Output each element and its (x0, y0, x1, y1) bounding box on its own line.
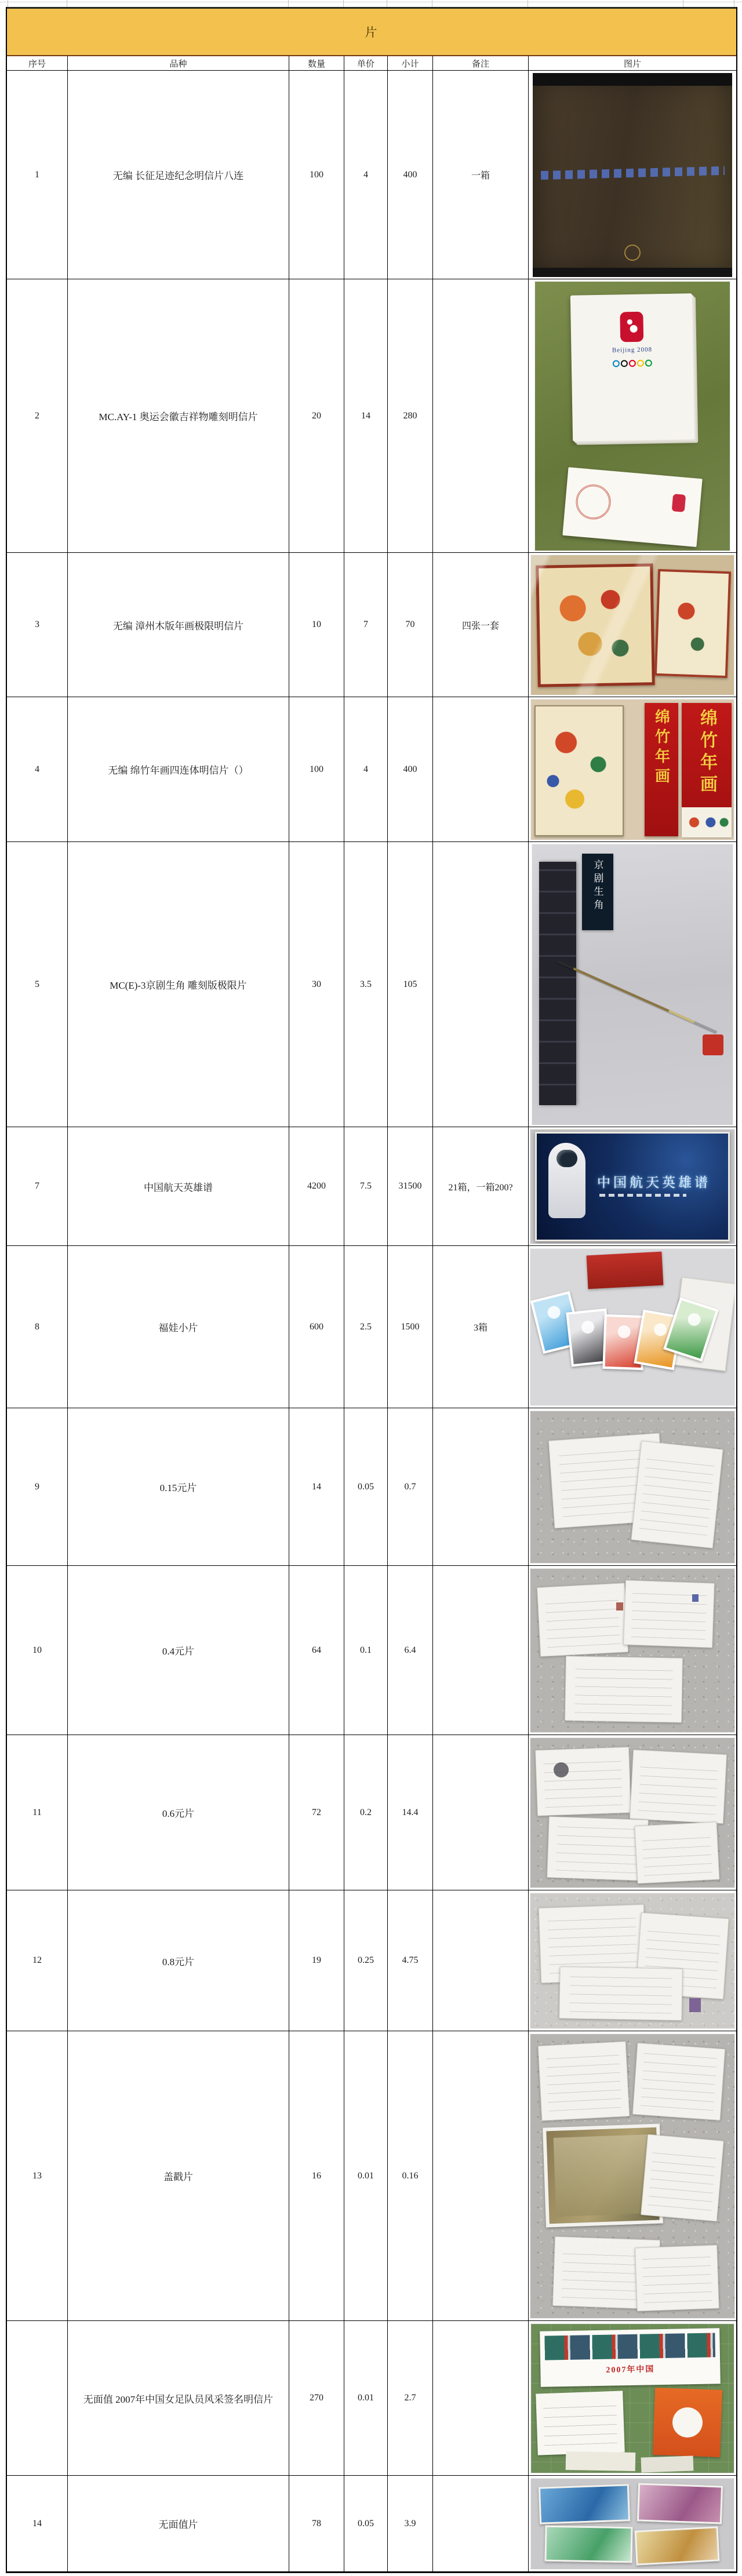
cell-text: 7.5 (360, 1181, 372, 1191)
cell-serial[interactable] (7, 279, 68, 552)
cell-text: 6.4 (404, 1645, 416, 1655)
cell-note[interactable] (433, 2476, 529, 2571)
postcard-packet (635, 2526, 720, 2565)
cell-quantity[interactable] (289, 553, 344, 697)
cell-photo[interactable] (529, 697, 736, 841)
spear-prop (557, 960, 717, 1033)
cell-text: 无面值 2007年中国女足队员风采签名明信片 (83, 2393, 274, 2405)
cell-text: 8 (35, 1321, 39, 1332)
cell-text: 0.2 (360, 1807, 372, 1817)
cell-unit-price[interactable] (344, 279, 388, 552)
cell-text: 0.1 (360, 1645, 372, 1655)
cell-text: 100 (310, 764, 323, 774)
cell-variety[interactable] (68, 1127, 289, 1245)
column-header-unit-price[interactable] (344, 56, 388, 70)
postmark-mark (554, 1762, 569, 1777)
cell-unit-price[interactable] (344, 553, 388, 697)
astronaut-figure (548, 1143, 585, 1218)
cell-text: 无编 漳州木版年画极限明信片 (112, 620, 244, 632)
no-denomination-cards-photo[interactable] (531, 2479, 734, 2569)
table-row-8 (7, 1246, 736, 1408)
cell-text: MC.AY-1 奥运会徽吉祥物雕刻明信片 (99, 411, 258, 422)
cell-text: 21箱，一箱200? (448, 1182, 513, 1193)
cell-unit-price[interactable] (344, 1735, 388, 1890)
cell-variety[interactable] (68, 697, 289, 841)
table-row-12 (7, 1890, 736, 2031)
womens-football-postcards-photo[interactable] (531, 2324, 734, 2473)
cell-text: 70 (405, 620, 415, 629)
cell-photo[interactable] (529, 1890, 736, 2031)
photo-dark-bar (533, 73, 732, 86)
cell-text: 0.16 (402, 2170, 419, 2181)
cell-subtotal[interactable] (388, 279, 433, 552)
cell-text: 100 (310, 169, 323, 180)
cell-subtotal[interactable] (388, 2321, 433, 2475)
grid-line (343, 0, 344, 7)
section-title-band[interactable] (7, 7, 736, 56)
cell-subtotal[interactable] (388, 842, 433, 1127)
cell-serial[interactable] (7, 1566, 68, 1735)
cell-variety[interactable] (68, 2476, 289, 2571)
beijing2008-label: Beijing 2008 (612, 345, 653, 354)
cell-text: 600 (310, 1321, 323, 1332)
column-header-quantity[interactable] (289, 56, 344, 70)
cell-subtotal[interactable] (388, 71, 433, 279)
cell-text: 11 (32, 1807, 42, 1817)
cell-quantity[interactable] (289, 71, 344, 279)
inventory-table (6, 7, 737, 2573)
section-title: 片 (365, 25, 379, 39)
column-header-note[interactable] (433, 56, 529, 70)
header-label: 数量 (307, 59, 325, 69)
changzheng-booklet-photo[interactable] (533, 73, 732, 277)
cell-unit-price[interactable] (344, 842, 388, 1127)
cell-unit-price[interactable] (344, 1890, 388, 2031)
cell-photo[interactable] (529, 1408, 736, 1565)
grid-line (288, 0, 289, 7)
envelope-packet (559, 1966, 683, 2021)
cell-photo[interactable] (529, 2031, 736, 2320)
cell-text: 0.25 (358, 1955, 374, 1965)
table-row-14 (7, 2476, 736, 2572)
cell-text: 无编 长征足迹纪念明信片八连 (112, 170, 244, 181)
cell-text: 19 (312, 1955, 321, 1965)
cell-text: 16 (312, 2170, 321, 2181)
envelope-packet (547, 1816, 649, 1881)
table-row-5 (7, 842, 736, 1127)
cell-note[interactable] (433, 1246, 529, 1408)
cell-note[interactable] (433, 1127, 529, 1245)
cell-subtotal[interactable] (388, 553, 433, 697)
card-edge (641, 2455, 694, 2472)
cell-quantity[interactable] (289, 1127, 344, 1245)
header-label: 单价 (357, 59, 374, 69)
cell-variety[interactable] (68, 1408, 289, 1565)
cell-text: 1500 (401, 1321, 420, 1332)
cell-unit-price[interactable] (344, 2476, 388, 2571)
cell-quantity[interactable] (289, 279, 344, 552)
cell-text: 4200 (307, 1181, 326, 1191)
postcard-packet (637, 2483, 723, 2524)
cell-text: 3箱 (473, 1323, 488, 1333)
emblem-icon (672, 494, 686, 512)
cell-text: 3 (35, 620, 39, 629)
cell-text: 1 (35, 169, 39, 180)
cell-serial[interactable] (7, 2031, 68, 2320)
cell-photo[interactable] (529, 279, 736, 552)
cell-text: 4 (35, 764, 39, 774)
card-edge (566, 2451, 636, 2471)
envelope-packet (537, 1583, 628, 1657)
cell-variety[interactable] (68, 1890, 289, 2031)
cell-quantity[interactable] (289, 697, 344, 841)
cell-text: 400 (403, 764, 417, 774)
cell-note[interactable] (433, 279, 529, 552)
stamp-mark (692, 1594, 699, 1602)
cell-variety[interactable] (68, 842, 289, 1127)
team-photo-card (540, 2328, 721, 2386)
cell-text: 无编 绵竹年画四连体明信片（） (108, 765, 249, 776)
cell-variety[interactable] (68, 2321, 289, 2475)
circle-mark (672, 2407, 703, 2438)
cell-text: 31500 (398, 1181, 422, 1191)
cell-text: 4 (363, 169, 368, 180)
cell-unit-price[interactable] (344, 1408, 388, 1565)
cell-photo[interactable] (529, 1566, 736, 1735)
cell-text: 四张一套 (461, 621, 499, 631)
header-label: 备注 (471, 59, 489, 69)
column-header-subtotal[interactable] (388, 56, 433, 70)
cell-subtotal[interactable] (388, 1735, 433, 1890)
cell-subtotal[interactable] (388, 1566, 433, 1735)
cell-photo[interactable] (529, 2321, 736, 2475)
cell-text: 20 (312, 410, 321, 421)
cell-photo[interactable] (529, 71, 736, 279)
stamped-cards-photo[interactable] (530, 2034, 734, 2318)
cell-text: 2.7 (404, 2393, 416, 2403)
table-row-2 (7, 279, 736, 553)
header-label: 序号 (28, 59, 46, 69)
cell-text: 78 (312, 2518, 321, 2528)
cell-text: 14.4 (402, 1807, 419, 1817)
postcard-stack (570, 293, 694, 442)
table-body (7, 71, 736, 2572)
cell-photo[interactable] (529, 2476, 736, 2571)
envelope-packet (535, 1747, 631, 1816)
cell-subtotal[interactable] (388, 1408, 433, 1565)
fuwa-cards-photo[interactable] (530, 1249, 734, 1405)
cell-unit-price[interactable] (344, 697, 388, 841)
cell-text: 13 (32, 2170, 42, 2181)
figures-panel (682, 807, 732, 837)
cell-subtotal[interactable] (388, 2031, 433, 2320)
stamped-postcard (562, 467, 702, 547)
aerospace-heroes-postcard-photo[interactable] (530, 1129, 734, 1244)
cell-serial[interactable] (7, 1890, 68, 2031)
cell-text: 280 (403, 410, 417, 421)
cell-quantity[interactable] (289, 1890, 344, 2031)
table-row-3 (7, 553, 736, 697)
table-row-10 (7, 1566, 736, 1735)
cell-text: 4 (363, 764, 368, 774)
cell-text: 2.5 (360, 1321, 372, 1332)
cell-serial[interactable] (7, 1246, 68, 1408)
cell-note[interactable] (433, 2321, 529, 2475)
cell-photo[interactable] (529, 1127, 736, 1245)
nianhua-print (534, 705, 624, 836)
column-header-photo[interactable] (529, 56, 736, 70)
cell-serial[interactable] (7, 1127, 68, 1245)
cell-serial[interactable] (7, 2321, 68, 2475)
cell-text: 中国航天英雄谱 (144, 1182, 213, 1193)
envelope-packet (641, 2134, 724, 2221)
cell-note[interactable] (433, 697, 529, 841)
cell-text: 3.5 (360, 979, 372, 989)
olympic-postcards-photo[interactable] (535, 282, 730, 551)
cell-text: 0.01 (358, 2393, 374, 2403)
cell-unit-price[interactable] (344, 2321, 388, 2475)
zhangzhou-woodblock-prints-photo[interactable] (531, 555, 734, 695)
cell-note[interactable] (433, 1735, 529, 1890)
table-row-13 (7, 2031, 736, 2321)
title-box (582, 854, 613, 930)
cell-text: 7 (363, 620, 368, 629)
cell-text: 72 (312, 1807, 321, 1817)
postcard-title: 中国航天英雄谱 (597, 1175, 711, 1190)
cell-text: 5 (35, 979, 39, 989)
cell-text: 0.05 (358, 2518, 374, 2528)
envelope-packet (630, 1749, 727, 1823)
cell-photo[interactable] (529, 1735, 736, 1890)
mianzhu-nianhua-photo[interactable] (531, 699, 734, 840)
cell-text: 14 (32, 2518, 42, 2528)
envelope-packets-photo-4[interactable] (530, 1893, 734, 2028)
card-title: 2007年中国 (606, 2364, 655, 2375)
envelope-packet (538, 2041, 630, 2121)
beijing2008-emblem-icon (620, 311, 643, 342)
cell-note[interactable] (433, 71, 529, 279)
cell-text: 3.9 (404, 2518, 416, 2528)
orange-card (653, 2388, 722, 2457)
cell-variety[interactable] (68, 1246, 289, 1408)
postcard-packet (539, 2484, 630, 2524)
table-row-blank-12 (7, 2321, 736, 2476)
gold-emblem-icon (624, 245, 641, 261)
cell-text: 64 (312, 1645, 321, 1655)
subtitle-strip (599, 1194, 686, 1197)
cell-text: 7 (35, 1181, 39, 1191)
cell-text: 30 (312, 979, 321, 989)
postcard-packet (544, 2525, 632, 2563)
cell-text: 400 (403, 169, 417, 180)
cell-subtotal[interactable] (388, 697, 433, 841)
cell-photo[interactable] (529, 553, 736, 697)
envelope-packet (634, 1821, 719, 1883)
cell-serial[interactable] (7, 2476, 68, 2571)
column-header-variety[interactable] (68, 56, 289, 70)
banner-title: 绵竹年画 (653, 708, 670, 788)
title-text: 京剧生角 (592, 859, 603, 913)
banner-title: 绵竹年画 (697, 708, 716, 797)
cell-note[interactable] (433, 1566, 529, 1735)
cell-text: 105 (403, 979, 417, 989)
cell-unit-price[interactable] (344, 1566, 388, 1735)
cell-quantity[interactable] (289, 842, 344, 1127)
red-banner (645, 703, 678, 836)
cell-text: 福娃小片 (158, 1322, 198, 1333)
jingju-shengjue-photo[interactable] (532, 844, 733, 1125)
cell-unit-price[interactable] (344, 1127, 388, 1245)
envelope-packet (631, 1441, 723, 1548)
cell-variety[interactable] (68, 279, 289, 552)
table-row-11 (7, 1735, 736, 1890)
header-label: 图片 (623, 59, 641, 69)
envelope-packet (635, 2245, 719, 2311)
cell-text: 0.6元片 (162, 1808, 195, 1819)
cell-text: 0.15元片 (159, 1482, 197, 1493)
cell-text: 无面值片 (158, 2519, 198, 2530)
cell-text: 12 (32, 1955, 42, 1965)
table-row-1 (7, 71, 736, 279)
envelope-packets-photo-1[interactable] (530, 1411, 734, 1563)
cell-variety[interactable] (68, 553, 289, 697)
cell-photo[interactable] (529, 842, 736, 1127)
cell-quantity[interactable] (289, 2476, 344, 2571)
cell-text: 4.75 (402, 1955, 419, 1965)
cell-text: 270 (310, 2393, 323, 2403)
cell-text: 0.01 (358, 2170, 374, 2181)
cell-note[interactable] (433, 1890, 529, 2031)
blue-watermark-strip (541, 166, 725, 180)
cell-serial[interactable] (7, 1735, 68, 1890)
cell-quantity[interactable] (289, 1408, 344, 1565)
envelope-packet (632, 2042, 725, 2120)
cell-text: 0.4元片 (162, 1646, 195, 1657)
book-stack (539, 862, 576, 1105)
cell-unit-price[interactable] (344, 1246, 388, 1408)
header-label: 品种 (169, 59, 187, 69)
cell-serial[interactable] (7, 1408, 68, 1565)
plastic-glare (531, 555, 734, 695)
signature-card (536, 2391, 625, 2455)
cell-text: 9 (35, 1481, 39, 1492)
envelope-packet (623, 1580, 715, 1648)
cell-note[interactable] (433, 2031, 529, 2320)
cell-text: 14 (361, 410, 370, 421)
cell-text: 盖戳片 (163, 2171, 193, 2183)
cell-variety[interactable] (68, 2031, 289, 2320)
cell-text: MC(E)-3京剧生角 雕刻版极限片 (110, 980, 247, 991)
stamp-mark (616, 1602, 623, 1611)
cell-unit-price[interactable] (344, 2031, 388, 2320)
table-row-4 (7, 697, 736, 842)
cell-text: 0.8元片 (162, 1956, 195, 1967)
photo-dark-bar (533, 268, 732, 277)
cell-serial[interactable] (7, 842, 68, 1127)
cell-text: 2 (35, 410, 39, 421)
cell-note[interactable] (433, 842, 529, 1127)
cell-note[interactable] (433, 553, 529, 697)
envelope-packets-photo-3[interactable] (530, 1738, 734, 1888)
spreadsheet-top-strip (0, 0, 742, 7)
column-header-no[interactable] (7, 56, 68, 70)
cell-text: 一箱 (471, 171, 490, 181)
postmark-icon (574, 483, 612, 520)
stamp-mark (689, 1998, 701, 2012)
cell-serial[interactable] (7, 697, 68, 841)
cell-variety[interactable] (68, 1566, 289, 1735)
table-row-7 (7, 1127, 736, 1246)
cell-quantity[interactable] (289, 1246, 344, 1408)
olympic-rings-icon (612, 358, 653, 369)
cell-serial[interactable] (7, 553, 68, 697)
cell-quantity[interactable] (289, 1735, 344, 1890)
cell-subtotal[interactable] (388, 1127, 433, 1245)
cell-subtotal[interactable] (388, 1246, 433, 1408)
cell-text: 10 (312, 620, 321, 629)
cell-subtotal[interactable] (388, 1890, 433, 2031)
table-header-row (7, 56, 736, 71)
red-box (587, 1251, 664, 1289)
cell-subtotal[interactable] (388, 2476, 433, 2571)
envelope-packets-photo-2[interactable] (530, 1569, 734, 1732)
cell-serial[interactable] (7, 71, 68, 279)
cell-text: 14 (312, 1481, 321, 1492)
envelope-packet (565, 1656, 683, 1723)
cell-note[interactable] (433, 1408, 529, 1565)
cell-quantity[interactable] (289, 2031, 344, 2320)
team-photo-strip (544, 2333, 715, 2360)
cell-quantity[interactable] (289, 2321, 344, 2475)
cell-unit-price[interactable] (344, 71, 388, 279)
cell-variety[interactable] (68, 1735, 289, 1890)
cell-text: 10 (32, 1645, 42, 1655)
cell-text: 0.7 (404, 1481, 416, 1492)
header-label: 小计 (401, 59, 419, 69)
cell-variety[interactable] (68, 71, 289, 279)
table-row-9 (7, 1408, 736, 1566)
cell-photo[interactable] (529, 1246, 736, 1408)
postcard-front (535, 1132, 730, 1241)
red-seal-icon (703, 1034, 723, 1055)
cell-text: 0.05 (358, 1481, 374, 1492)
cell-quantity[interactable] (289, 1566, 344, 1735)
